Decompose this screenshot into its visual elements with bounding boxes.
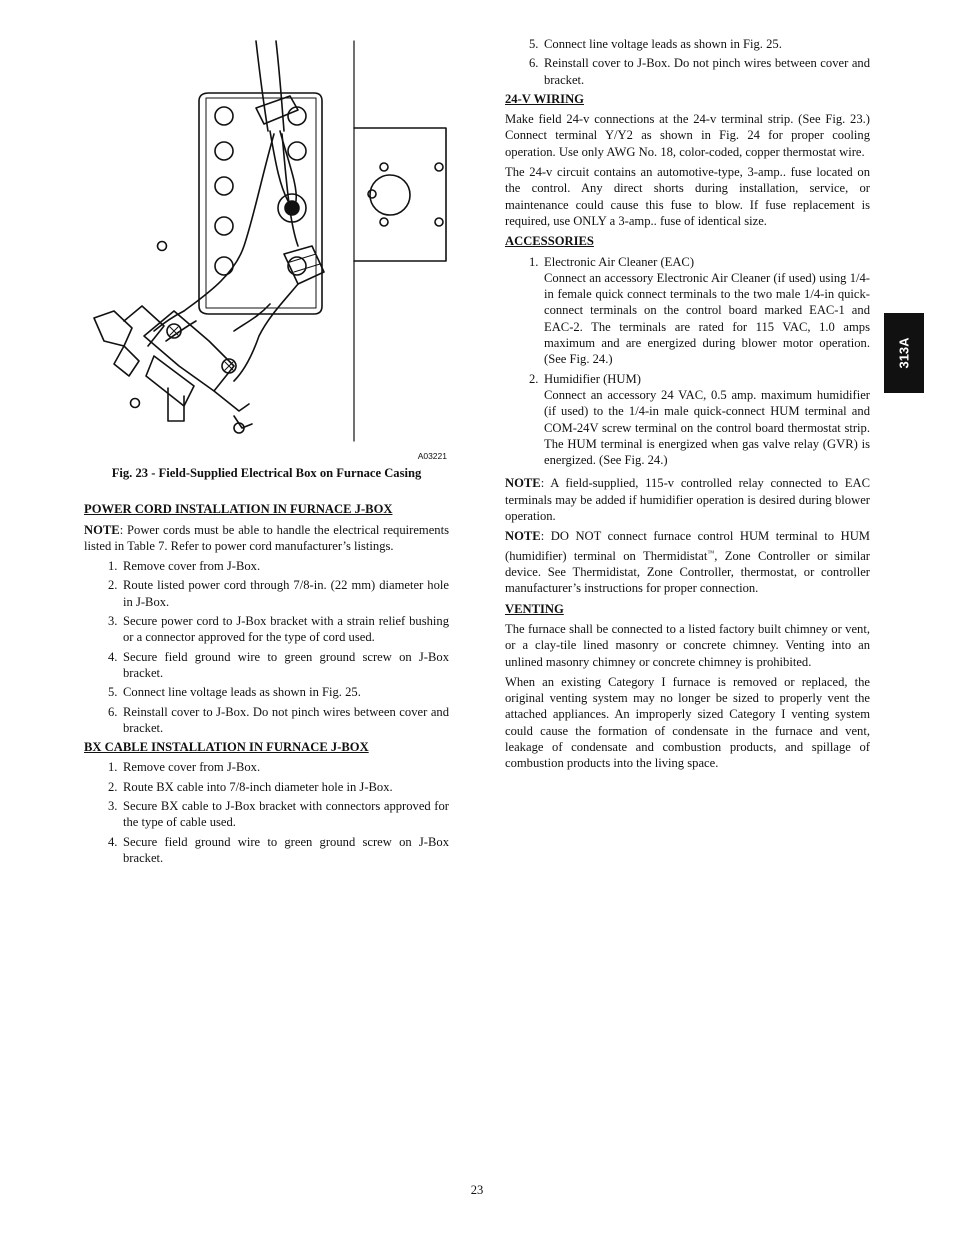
- list-item: 3. Secure BX cable to J-Box bracket with connectors approved for the type of cable used.: [108, 799, 449, 830]
- jbox-illustration: [84, 36, 449, 461]
- section-tab-label: 313A: [896, 337, 912, 369]
- list-item: 1. Remove cover from J-Box.: [108, 559, 261, 574]
- jbox-figure: [84, 36, 449, 461]
- figure-code: A03221: [417, 451, 447, 461]
- page-number: 23: [470, 1183, 484, 1197]
- wiring-24v-paragraph-2: The 24-v circuit contains an automotive-type, 3-amp.. fuse located on the control. Any direct shorts during installation, service, or maintenance could cause this fuse to blow. If fuse replacement is required, use ONLY a 3-amp.. fuse of identical size.: [505, 165, 870, 228]
- list-item: 2. Humidifier (HUM) Connect an accessory 24 VAC, 0.5 amp. maximum humidifier (if used) to the 1/4-in male quick-connect HUM terminal and COM-24V screw terminal on the control board thermostat strip. The HUM terminal is energized when gas valve relay (GVR) is energized. (See Fig. 24.): [529, 371, 870, 468]
- wiring-24v-paragraph-1: Make field 24-v connections at the 24-v terminal strip. (See Fig. 23.) Connect terminal Y/Y2 as shown in Fig. 24 for proper cooling operation. Use only AWG No. 18, color-coded, copper thermostat wire.: [505, 112, 870, 159]
- list-item: 5. Connect line voltage leads as shown in Fig. 25.: [529, 37, 782, 51]
- accessories-note-1: NOTE: A field-supplied, 115-v controlled relay connected to EAC terminals may be added if humidifier operation is desired during blower operation.: [505, 476, 870, 524]
- bx-cable-steps: [84, 759, 449, 866]
- list-item: 5. Connect line voltage leads as shown in Fig. 25.: [108, 685, 361, 700]
- list-item: 4. Secure field ground wire to green ground screw on J-Box bracket.: [108, 834, 449, 865]
- power-cord-steps: [84, 558, 449, 736]
- power-cord-heading: POWER CORD INSTALLATION IN FURNACE J-BOX: [84, 502, 393, 517]
- right-column: [505, 36, 870, 772]
- list-item: 1. Remove cover from J-Box.: [108, 760, 261, 775]
- list-item: 6. Reinstall cover to J-Box. Do not pinch wires between cover and bracket.: [529, 56, 870, 87]
- trademark-symbol: ™: [707, 548, 715, 557]
- venting-paragraph-1: The furnace shall be connected to a listed factory built chimney or vent, or a clay-tile lined masonry or concrete chimney. Venting into an unlined masonry chimney or concrete chimney is prohibited.: [505, 621, 870, 669]
- list-item: 1. Electronic Air Cleaner (EAC) Connect an accessory Electronic Air Cleaner (if used) using 1/4-in female quick connect terminals to the two male 1/4-in quick-connect terminals on the control board marked EAC-1 and EAC-2. The terminals are rated for 115 VAC, 1.0 amps maximum and are energized during blower motor operation. (See Fig. 24.): [529, 254, 870, 367]
- note-label: NOTE: [84, 522, 120, 537]
- list-item: 2. Route listed power cord through 7/8-in. (22 mm) diameter hole in J-Box.: [108, 578, 449, 609]
- power-cord-note: [84, 522, 449, 555]
- note-text: : Power cords must be able to handle the electrical requirements listed in Table 7. Refer to power cord manufacturer’s listings.: [84, 522, 449, 553]
- venting-paragraph-2: When an existing Category I furnace is removed or replaced, the original venting system may no longer be sized to properly vent the attached appliances. An improperly sized Category I venting system could cause the formation of condensate in the furnace and vent, leakage of condensate and combustion products, and spillage of combustion products into the living space.: [505, 674, 870, 771]
- list-item: 6. Reinstall cover to J-Box. Do not pinch wires between cover and bracket.: [108, 704, 449, 735]
- accessories-list: [505, 254, 870, 469]
- accessories-note-2: NOTE: DO NOT connect furnace control HUM terminal to HUM (humidifier) terminal on Thermidistat™, Zone Controller or similar device. See Thermidistat, Zone Controller, thermostat, or controller manufacturer’s instructions for proper connection.: [505, 529, 870, 596]
- list-item: 2. Route BX cable into 7/8-inch diameter hole in J-Box.: [108, 779, 393, 794]
- venting-heading: VENTING: [505, 601, 564, 616]
- bx-cable-heading: BX CABLE INSTALLATION IN FURNACE J-BOX: [84, 740, 369, 755]
- left-column: [84, 36, 449, 869]
- figure-caption: Fig. 23 - Field-Supplied Electrical Box on Furnace Casing: [111, 466, 422, 480]
- continued-steps: [505, 36, 870, 88]
- accessories-heading: ACCESSORIES: [505, 234, 594, 249]
- list-item: 4. Secure field ground wire to green ground screw on J-Box bracket.: [108, 649, 449, 680]
- list-item: 3. Secure power cord to J-Box bracket with a strain relief bushing or a connector approved for the type of cord used.: [108, 614, 449, 645]
- wiring-24v-heading: 24-V WIRING: [505, 91, 584, 106]
- section-tab: [884, 313, 924, 393]
